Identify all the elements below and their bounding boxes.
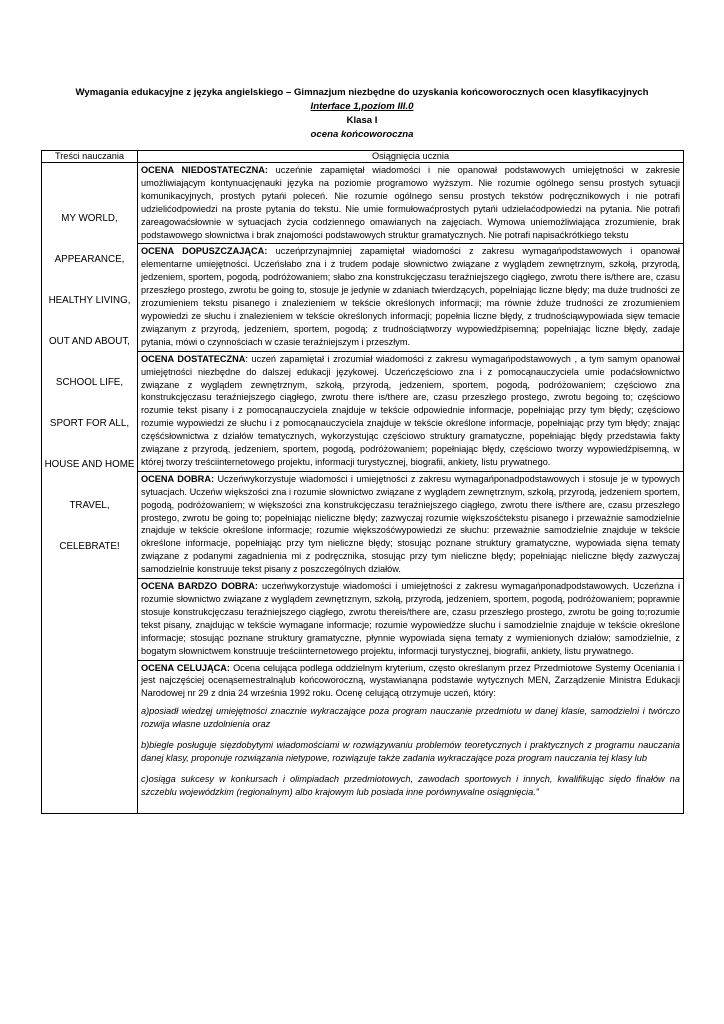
document-title: Wymagania edukacyjne z języka angielskiego – Gimnazjum niezbędne do uzyskania końcoworocznych ocen klasyfikacyjnych	[75, 87, 649, 98]
topic-item: MY WORLD,	[61, 213, 118, 224]
criterion-a: a)posiadł wiedzęj umiejętności znacznie wykraczające poza program nauczanie przedmiotu w danej klasie, samodzielni i twórczo rozwija własne uzdolnienia oraz	[141, 706, 680, 730]
grade-section-very-good	[138, 579, 683, 660]
grade-title: OCENA DOPUSZCZAJĄCA:	[141, 246, 268, 257]
topic-item: SPORT FOR ALL,	[49, 418, 130, 429]
grade-title: OCENA BARDZO DOBRA:	[141, 581, 258, 592]
grade-title: OCENA DOBRA:	[141, 473, 215, 484]
topic-list	[42, 163, 137, 582]
grade-description: Uczeńwykorzystuje wiadomości i umiejętności z zakresu wymagańponadpodstawowych i stosuje je w typowych sytuacjach. Uczeńw większości zna i rozumie słownictwo związane z wyglądem zewnętrznym, szkołą, przyrodą, jedzeniem sportem, pogodą, podróżowaniem; w większości zna konstrukcjęczasu teraźniejszego ciągłego, zwrotu there is/there are, czasu przeszłego prostego, zwrotu be going to; popełniając nieliczne błędy; zazwyczaj rozumie większośćtekstu pisanego i przeważnie samodzielnie znajduje w tekście określone informacje; rozumie większośćwypowiedzi ze słuchu: przeważnie samodzielnie znajduje w tekście określone informacje, popełniając przy tym nieliczne błędy; stosując poznane struktury gramatyczne, wypowiada sięna tematy związane z podanymi zagadnienia mi z podręcznika, stosując przy tym nieliczne błędy; popełniając nieliczne błędy zazwyczaj samodzielnie konstruuje tekst pisany z poszczególnych działów.	[141, 473, 680, 575]
course-level: Interface 1,poziom III.0	[310, 101, 414, 112]
document-header	[0, 86, 724, 142]
table-row	[42, 163, 684, 814]
grade-description: uczeńprzynajmniej zapamiętał wiadomości z zakresu wymagańpodstawowych i opanował elementarne umiejętności. Uczeńsłabo zna i z trudem podaje słownictwo związane z wyglądem zewnętrznym, szkołą, przyrodą, jedzeniem, sportem, pogodą, podróżowaniem; słabo zna konstrukcjęczasu teraźniejszego ciągłego, zwrotu there is/there are, czasu przeszłego prostego, zwrotu be going to, stosuje je jedynie w zdaniach twierdzących, popełniając liczne błędy; ma duże trudności ze zrozumieniem tekstu pisanego i znalezieniem w tekście określonych informacji; ma równie żduże trudności ze zrozumieniem wypowiedzi ze słuchu i znalezieniem w tekście określonych informacji; popełnia liczne błędy, z trudnościąwypowiada sięw temacie związanym z przyrodą, jedzeniem, sportem, pogodą; z trudnościątworzy wypowiedźpisemną; popełniając liczne błędy, zadaje pytania, mówi o czynnościach w czasie teraźniejszym i przeszłym.	[141, 246, 680, 347]
topic-item: TRAVEL,	[69, 500, 110, 511]
column-header-content: Treści nauczania	[42, 151, 138, 163]
assessment-type: ocena końcoworoczna	[310, 129, 414, 140]
column-header-achievements: Osiągnięcia ucznia	[138, 151, 684, 163]
topic-item: HEALTHY LIVING,	[48, 295, 131, 306]
grade-description: : uczeń zapamiętał i zrozumiał wiadomości z zakresu wymagańpodstawowych , a tym samym opanował umiejętności niezbędne do dalszej edukacji językowej. Uczeńczęściowo zna i z pomocąnauczyciela umie podaćsłownictwo związane z wyglądem zewnętrznym, szkołą, przyrodą, jedzeniem, sportem, pogodą, podróżowaniem; częściowo zna konstrukcjęczasu teraźniejszego ciągłego, zwrotu there is/there are, czasu przeszłego prostego, zwrotu begoing to; częściowo rozumie tekst pisany i z pomocąnauczyciela znajduje w tekście odpowiednie informacje, popełniając przy tym błędy; częściowo rozumie wypowiedzi ze słuchu i z pomocąnauczyciela znajduje w tekście określone informacje, popełniając przy tym błędy; znając częśćsłownictwa z działów tematycznych, wykorzystując częściowo struktury gramatyczne, popełniając błędy przedstawia fakty związane z przyrodą, jedzeniem, sportem, pogodą, podróżowaniem; popełniając błędy, częściowo tworzy wypowiedźpisemną, w której tworzy treściinternetowego projektu, informacji turystycznej, biografii, ankiety, listu prywatnego.	[141, 353, 680, 467]
topic-item: APPEARANCE,	[54, 254, 125, 265]
table-header-row	[42, 151, 684, 163]
topic-item: SCHOOL LIFE,	[55, 377, 124, 388]
achievements-cell	[138, 163, 684, 814]
requirements-table	[41, 150, 684, 814]
grade-title: OCENA DOSTATECZNA	[141, 353, 246, 364]
grade-description: uczeńwykorzystuje wiadomości i umiejętności z zakresu wymagańponadpodstawowych. Uczeńzna i rozumie słownictwo związane z wyglądem zewnętrznym, szkołą, przyrodą, jedzeniem, sportem, pogodą, podróżowaniem; poprawnie stosuje konstrukcjęczasu teraźniejszego ciągłego, zwrotu thereis/there are, czasu przeszłego prostego, zwrotu be going to;rozumie tekst pisany, znajdując w tekście wymagane informacje; rozumie wypowiedźze słuchu i samodzielnie znajduje w tekście określone informacje; stosując poznane struktury gramatyczne, płynnie wypowiada sięna tematy z wymienionych działów; samodzielnie, z bogatym słownictwem konstruuje treściinternetowego projektu, informacji turystycznej, biografii, ankiety, listu prywatnego.	[141, 581, 680, 656]
topics-cell	[42, 163, 138, 814]
topic-item: HOUSE AND HOME	[44, 459, 135, 470]
topic-item: CELEBRATE!	[59, 541, 120, 552]
grade-section-sufficient	[138, 244, 683, 351]
class-label: Klasa I	[346, 115, 378, 126]
topic-item: OUT AND ABOUT,	[49, 336, 130, 347]
grade-title: OCENA CELUJĄCA:	[141, 662, 230, 673]
grade-title: OCENA NIEDOSTATECZNA:	[141, 165, 268, 175]
criterion-c: c)osiąga sukcesy w konkursach i olimpiadach przedmiotowych, zawodach sportowych i innych, kwalifikując siędo finałów na szczeblu wojewódzkim (regionalnym) albo krajowym lub posiada inne porównywalne osiągnięcia.”	[141, 773, 680, 797]
grade-section-good	[138, 472, 683, 579]
grade-section-satisfactory	[138, 352, 683, 472]
criterion-b: b)biegle posługuje sięzdobytymi wiadomościami w rozwiązywaniu problemów teoretycznych i praktycznych z programu nauczania danej klasy, proponuje rozwiązania nietypowe, rozwiązuje także zadania wykraczające poza program nauczania tej klasy lub	[141, 740, 680, 763]
grade-description: Ocena celująca podlega oddzielnym kryterium, często określanym przez Przedmiotowe Systemy Oceniania i jest najczęściej ocenąsemestralnąlub końcoworoczną, wystawianąna podstawie wytycznych MEN, Zarządzenie Ministra Edukacji Narodowej nr 29 z dnia 24 września 1992 roku. Ocenę celującą otrzymuje uczeń, który:	[141, 662, 680, 699]
grade-description: uczeńnie zapamiętał wiadomości i nie opanował podstawowych umiejętności w zakresie umożliwiającym kontynuacjęnauki języka na poziomie programowo wyższym. Nie rozumie ogólnego sensu prostych sytuacji komunikacyjnych, prostych pytańi poleceń. Nie rozumie ogólnego sensu prostych tekstów podręcznikowych i nie potrafi udzielićodpowiedzi na proste pytania do tekstu. Nie umie formułowaćprostych pytańi udzielaćodpowiedzi na pytania. Nie potrafi zareagowaćsłownie w sytuacjach życia codziennego omawianych na zajęciach. Wymowa uniemożliwiająca zrozumienie, brak podstawowego słownictwa i brak znajomości podstawowych struktur gramatycznych. Nie potrafi napisaćkrótkiego tekstu	[141, 165, 680, 240]
grade-section-insufficient	[138, 163, 683, 244]
grade-section-excellent	[138, 661, 683, 813]
